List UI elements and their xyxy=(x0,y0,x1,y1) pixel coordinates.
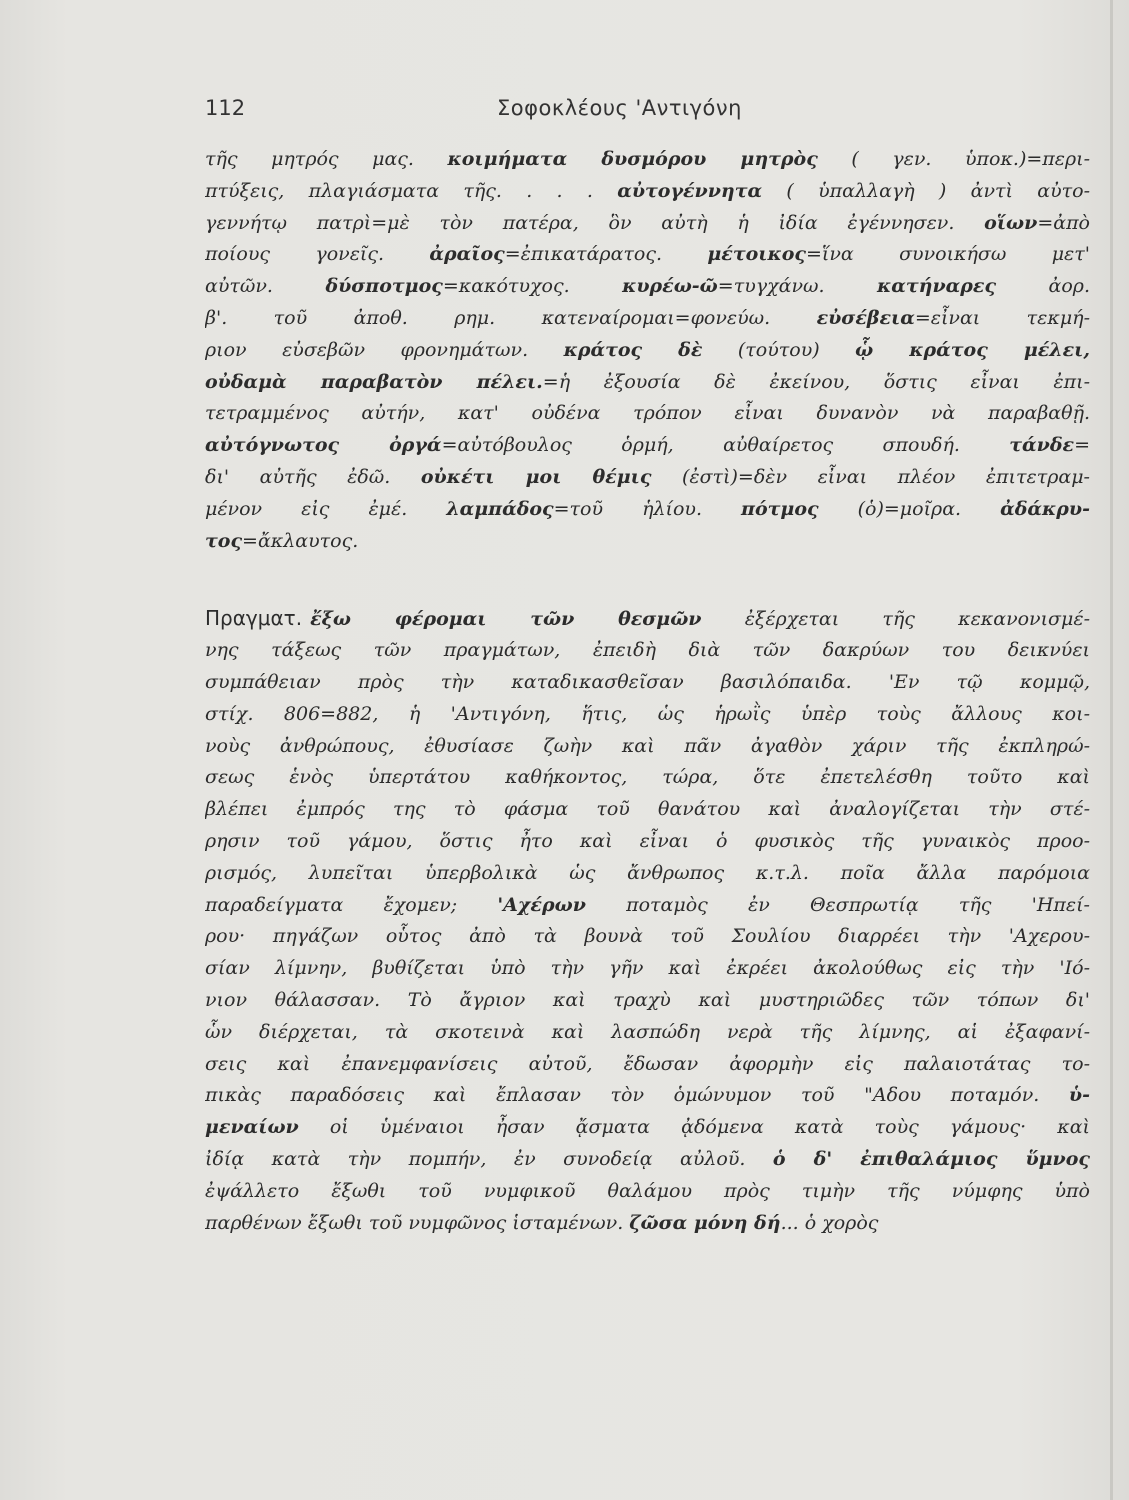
text-segment: =αὐτόβουλος ὁρμή, αὐθαίρετος σπουδή. xyxy=(441,434,1010,457)
text-line xyxy=(205,699,1090,731)
text-segment: οἱ ὑμέναιοι ἦσαν ᾄσματα ᾀδόμενα κατὰ τοὺς γάμους· καὶ xyxy=(298,1116,1090,1139)
bold-term: πότμος xyxy=(741,497,819,520)
bold-term: τάνδε xyxy=(1009,434,1075,457)
bold-term: ζῶσα μόνη δή xyxy=(629,1211,781,1234)
text-segment: νης τάξεως τῶν πραγμάτων, ἐπειδὴ διὰ τῶν δακρύων του δεικνύει xyxy=(205,639,1090,662)
text-segment: ρησιν τοῦ γάμου, ὅστις ἦτο καὶ εἶναι ὁ φυσικὸς τῆς γυναικὸς προο- xyxy=(205,829,1090,852)
text-segment: μένον εἰς ἐμέ. xyxy=(205,497,447,520)
text-segment: βλέπει ἐμπρός της τὸ φάσμα τοῦ θανάτου καὶ ἀναλογίζεται τὴν στέ- xyxy=(205,798,1090,821)
bold-term: κοιμήματα δυσμόρου μητρὸς xyxy=(447,148,818,170)
text-segment: (τούτου) xyxy=(702,338,856,361)
text-segment: ποταμὸς ἐν Θεσπρωτίᾳ τῆς 'Ηπεί- xyxy=(585,893,1090,916)
text-segment: β'. τοῦ ἀποθ. ρημ. κατεναίρομαι=φονεύω. xyxy=(205,306,817,329)
text-segment: νιον θάλασσαν. Τὸ ἄγριον καὶ τραχὺ καὶ μυστηριῶδες τῶν τόπων δι' xyxy=(205,988,1090,1011)
text-line xyxy=(205,985,1090,1017)
bold-term: μεναίων xyxy=(205,1116,299,1139)
text-segment: στίχ. 806=882, ἡ 'Αντιγόνη, ἥτις, ὡς ἡρωῒς ὑπὲρ τοὺς ἄλλους κοι- xyxy=(205,702,1090,725)
text-segment: =ἄκλαυτος. xyxy=(242,529,359,552)
bold-term: οὐκέτι μοι θέμις xyxy=(420,465,652,488)
bold-term: τος xyxy=(205,529,243,552)
text-segment: τετραμμένος αὐτήν, κατ' οὐδένα τρόπον εἶναι δυνανὸν νὰ παραβαθῇ. xyxy=(205,402,1090,425)
text-segment: (ὁ)=μοῖρα. xyxy=(818,497,1001,520)
text-segment: ... ὁ χορὸς xyxy=(780,1211,879,1234)
text-segment: ὧν διέρχεται, τὰ σκοτεινὰ καὶ λασπώδη νερὰ τῆς λίμνης, αἱ ἐξαφανί- xyxy=(205,1020,1090,1043)
notes-text xyxy=(205,144,1090,1239)
text-line xyxy=(205,667,1090,699)
text-line xyxy=(205,367,1090,399)
text-line xyxy=(205,1144,1090,1176)
bold-term: ἀδάκρυ- xyxy=(1000,497,1090,520)
bold-term: εὐσέβεια xyxy=(816,306,915,329)
text-segment: =τοῦ ἡλίου. xyxy=(553,497,742,520)
text-line xyxy=(205,1208,1090,1240)
bold-term: 'Αχέρων xyxy=(497,893,586,916)
text-segment: ρισμός, λυπεῖται ὑπερβολικὰ ὡς ἄνθρωπος κ.τ.λ. ποῖα ἄλλα παρόμοια xyxy=(205,861,1090,884)
text-segment: ἐψάλλετο ἔξωθι τοῦ νυμφικοῦ θαλάμου πρὸς τιμὴν τῆς νύμφης ὑπὸ xyxy=(205,1179,1090,1202)
text-line xyxy=(205,858,1090,890)
bold-term: ἀραῖος xyxy=(429,243,505,266)
text-segment: νοὺς ἀνθρώπους, ἐθυσίασε ζωὴν καὶ πᾶν ἀγαθὸν χάριν τῆς ἐκπληρώ- xyxy=(205,734,1090,757)
text-line xyxy=(205,635,1090,667)
text-segment: =ἀπὸ xyxy=(1037,211,1090,234)
text-line xyxy=(205,271,1090,303)
text-line xyxy=(205,462,1090,494)
bold-term: ἔξω φέρομαι τῶν θεσμῶν xyxy=(310,608,702,631)
text-line xyxy=(205,762,1090,794)
text-segment: ( ὑπαλλαγὴ ) ἀντὶ αὐτο- xyxy=(762,179,1090,202)
page-number: 112 xyxy=(205,96,246,120)
paragraph-lead: Πραγματ. xyxy=(205,606,303,631)
text-segment: δι' αὐτῆς ἐδῶ. xyxy=(205,465,421,488)
text-segment: =ἡ ἐξουσία δὲ ἐκείνου, ὅστις εἶναι ἐπι- xyxy=(542,370,1090,393)
text-segment: ( γεν. ὑποκ.)=περι- xyxy=(817,148,1090,170)
paragraph-notes xyxy=(205,144,1090,557)
text-segment: = xyxy=(1074,434,1090,457)
text-line xyxy=(205,1080,1090,1112)
text-segment: ριον εὐσεβῶν φρονημάτων. xyxy=(205,338,564,361)
text-line xyxy=(205,303,1090,335)
text-line xyxy=(205,794,1090,826)
text-line xyxy=(205,1017,1090,1049)
text-line xyxy=(205,731,1090,763)
text-segment: ποίους γονεῖς. xyxy=(205,243,430,266)
text-line xyxy=(205,335,1090,367)
running-title: Σοφοκλέους 'Αντιγόνη xyxy=(497,96,742,120)
text-segment: (ἐστὶ)=δὲν εἶναι πλέον ἐπιτετραμ- xyxy=(651,465,1090,488)
bold-term: αὐτόγνωτος ὀργά xyxy=(205,434,442,457)
text-segment: ἐξέρχεται τῆς κεκανονισμέ- xyxy=(701,608,1090,631)
text-line xyxy=(205,890,1090,922)
text-segment: =εἶναι τεκμή- xyxy=(914,306,1090,329)
text-line xyxy=(205,953,1090,985)
bold-term: οἵων xyxy=(984,211,1038,234)
text-segment: πικὰς παραδόσεις καὶ ἔπλασαν τὸν ὁμώνυμον τοῦ "Αδου ποταμόν. xyxy=(205,1084,1069,1107)
text-line xyxy=(205,921,1090,953)
text-line xyxy=(205,494,1090,526)
page-edge xyxy=(1110,0,1113,1500)
text-line xyxy=(205,398,1090,430)
text-segment: σίαν λίμνην, βυθίζεται ὑπὸ τὴν γῆν καὶ ἐκρέει ἀκολούθως εἰς τὴν 'Ιό- xyxy=(205,957,1090,980)
text-line xyxy=(205,603,1090,635)
text-segment: γεννήτῳ πατρὶ=μὲ τὸν πατέρα, ὃν αὐτὴ ἡ ἰδία ἐγέννησεν. xyxy=(205,211,985,234)
bold-term: αὐτογέννητα xyxy=(617,179,763,202)
bold-term: ὑ- xyxy=(1068,1084,1090,1107)
bold-term: ᾧ κράτος μέλει, xyxy=(855,338,1090,361)
text-segment: =τυγχάνω. xyxy=(717,275,878,298)
text-segment: =ἐπικατάρατος. xyxy=(504,243,708,266)
text-segment: τῆς μητρός μας. xyxy=(205,148,448,170)
text-line xyxy=(205,1176,1090,1208)
text-segment: ἀορ. xyxy=(996,275,1090,298)
text-line xyxy=(205,826,1090,858)
page-header xyxy=(205,96,1085,128)
text-line xyxy=(205,1049,1090,1081)
text-segment: σεως ἑνὸς ὑπερτάτου καθήκοντος, τώρα, ὅτε ἐπετελέσθη τοῦτο καὶ xyxy=(205,766,1090,789)
text-segment: συμπάθειαν πρὸς τὴν καταδικασθεῖσαν βασιλόπαιδα. 'Εν τῷ κομμῷ, xyxy=(205,670,1090,693)
text-line xyxy=(205,176,1090,208)
bold-term: ὁ δ' ἐπιθαλάμιος ὕμνος xyxy=(772,1147,1090,1170)
paragraph-pragmat xyxy=(205,603,1090,1239)
text-segment: παραδείγματα ἔχομεν; xyxy=(205,893,498,916)
text-line xyxy=(205,526,1090,558)
text-line xyxy=(205,430,1090,462)
bold-term: κυρέω-ῶ xyxy=(622,275,718,298)
text-segment: ρου· πηγάζων οὗτος ἀπὸ τὰ βουνὰ τοῦ Σουλίου διαρρέει τὴν 'Αχερου- xyxy=(205,925,1090,948)
bold-term: οὐδαμὰ παραβατὸν πέλει. xyxy=(205,370,543,393)
text-segment: πτύξεις, πλαγιάσματα τῆς. . . . xyxy=(205,179,618,202)
text-segment: σεις καὶ ἐπανεμφανίσεις αὐτοῦ, ἔδωσαν ἀφορμὴν εἰς παλαιοτάτας το- xyxy=(205,1052,1090,1075)
text-segment: =ἵνα συνοικήσω μετ' xyxy=(805,243,1090,266)
text-segment: παρθένων ἔξωθι τοῦ νυμφῶνος ἱσταμένων. xyxy=(205,1211,630,1234)
text-segment: ἰδίᾳ κατὰ τὴν πομπήν, ἐν συνοδείᾳ αὐλοῦ. xyxy=(205,1147,773,1170)
text-line xyxy=(205,208,1090,240)
text-segment: αὐτῶν. xyxy=(205,275,326,298)
bold-term: μέτοικος xyxy=(707,243,806,266)
text-line xyxy=(205,239,1090,271)
bold-term: κατήναρες xyxy=(877,275,997,298)
bold-term: λαμπάδος xyxy=(446,497,554,520)
text-segment: =κακότυχος. xyxy=(442,275,623,298)
bold-term: δύσποτμος xyxy=(325,275,443,298)
text-line xyxy=(205,1112,1090,1144)
bold-term: κράτος δὲ xyxy=(563,338,703,361)
text-line xyxy=(205,144,1090,176)
